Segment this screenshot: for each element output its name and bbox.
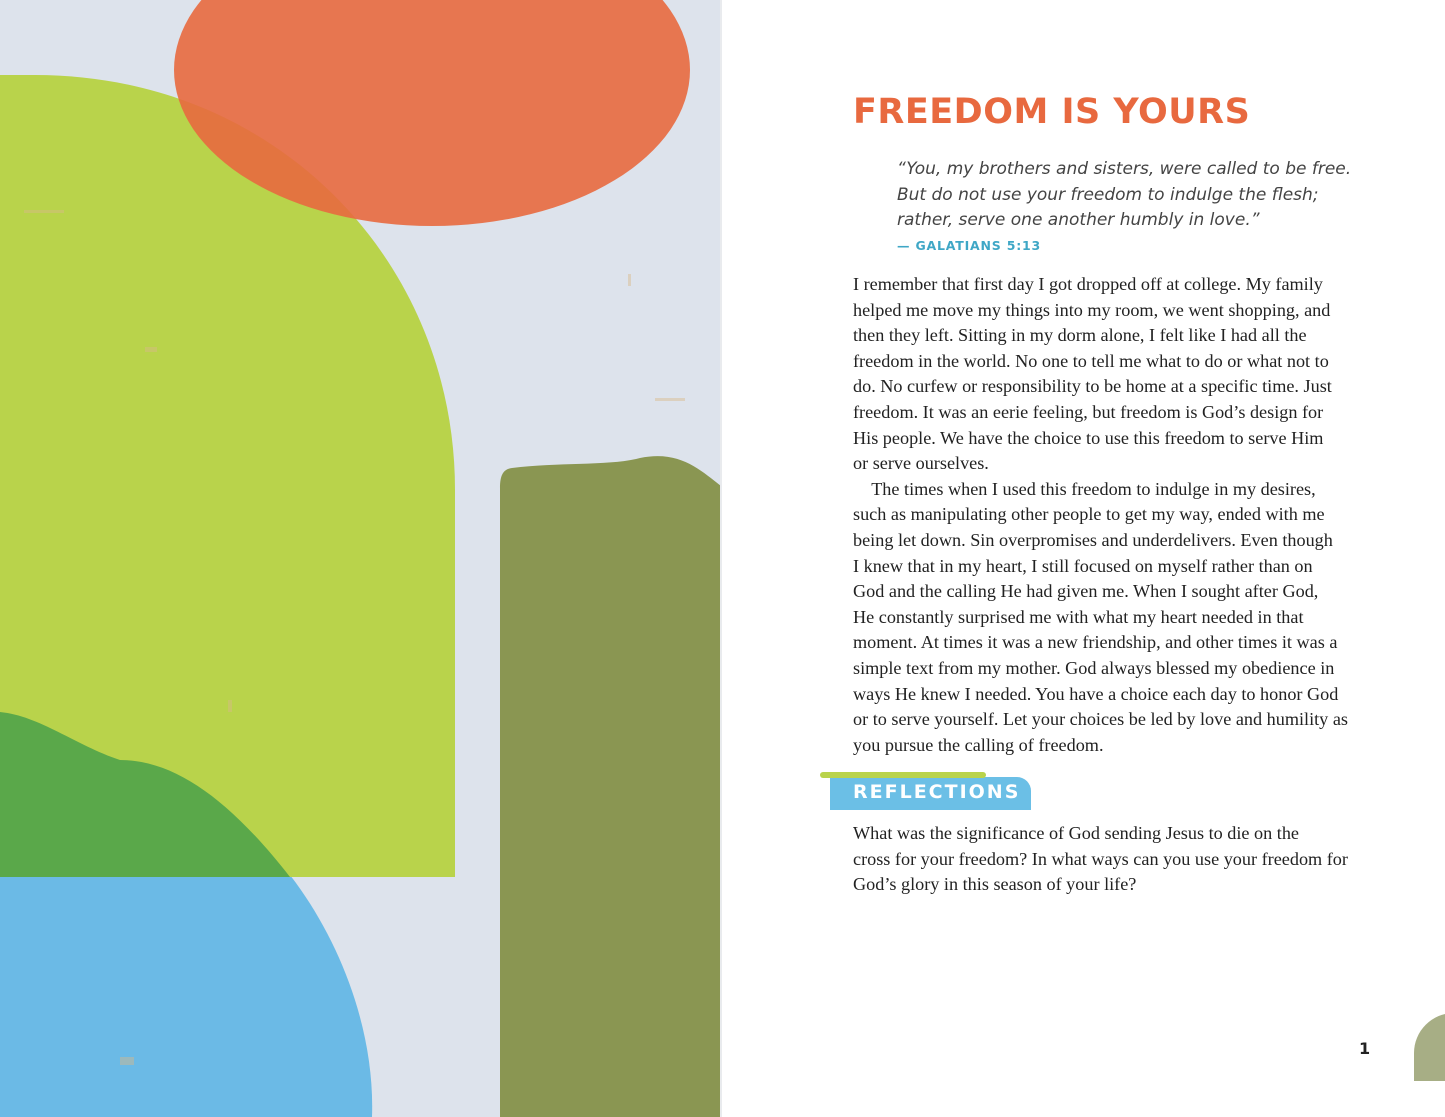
olive-bar [500, 456, 721, 1117]
body-line: freedom. It was an eerie feeling, but freedom is God’s design for [853, 401, 1324, 422]
scripture-quote [897, 157, 1397, 234]
page-number: 1 [1359, 1039, 1371, 1058]
body-line: helped me move my things into my room, we went shopping, and [853, 299, 1331, 320]
body-line: simple text from my mother. God always blessed my obedience in [853, 657, 1335, 678]
body-line: moment. At times it was a new friendship, and other times it was a [853, 632, 1338, 653]
illustration-page [0, 0, 721, 1117]
reflection-line: cross for your freedom? In what ways can you use your freedom for [853, 848, 1348, 869]
page-edge-tab [1414, 1013, 1445, 1081]
scripture-citation: — GALATIANS 5:13 [897, 238, 1042, 253]
body-line: or to serve yourself. Let your choices be led by love and humility as [853, 709, 1348, 730]
reflections-accent-bar [820, 772, 986, 778]
quote-line: rather, serve one another humbly in love.” [897, 210, 1260, 230]
abstract-illustration [0, 0, 721, 1117]
body-line: God and the calling He had given me. When I sought after God, [853, 581, 1319, 602]
body-line: or serve ourselves. [853, 453, 989, 474]
reflections-heading: REFLECTIONS [853, 781, 1021, 803]
body-line: His people. We have the choice to use this freedom to serve Him [853, 427, 1324, 448]
body-line: He constantly surprised me with what my heart needed in that [853, 606, 1304, 627]
body-line: being let down. Sin overpromises and underdelivers. Even though [853, 529, 1333, 550]
body-line: I knew that in my heart, I still focused on myself rather than on [853, 555, 1313, 576]
body-line: ways He knew I needed. You have a choice each day to honor God [853, 683, 1339, 704]
body-line: I remember that first day I got dropped off at college. My family [853, 274, 1323, 294]
body-line: then they left. Sitting in my dorm alone, I felt like I had all the [853, 325, 1307, 346]
reflection-line: God’s glory in this season of your life? [853, 874, 1137, 895]
text-page [722, 0, 1445, 1117]
body-text [853, 272, 1373, 758]
quote-line: “You, my brothers and sisters, were called to be free. [897, 159, 1352, 179]
reflection-line: What was the significance of God sending Jesus to die on the [853, 823, 1299, 843]
quote-line: But do not use your freedom to indulge the flesh; [897, 184, 1319, 205]
page-title: FREEDOM IS YOURS [853, 92, 1251, 132]
body-line: The times when I used this freedom to indulge in my desires, [853, 478, 1316, 499]
reflection-prompt [853, 821, 1373, 898]
body-line: such as manipulating other people to get my way, ended with me [853, 504, 1325, 525]
body-line: do. No curfew or responsibility to be home at a specific time. Just [853, 376, 1332, 397]
body-line: freedom in the world. No one to tell me what to do or what not to [853, 350, 1329, 371]
body-line: you pursue the calling of freedom. [853, 734, 1104, 755]
